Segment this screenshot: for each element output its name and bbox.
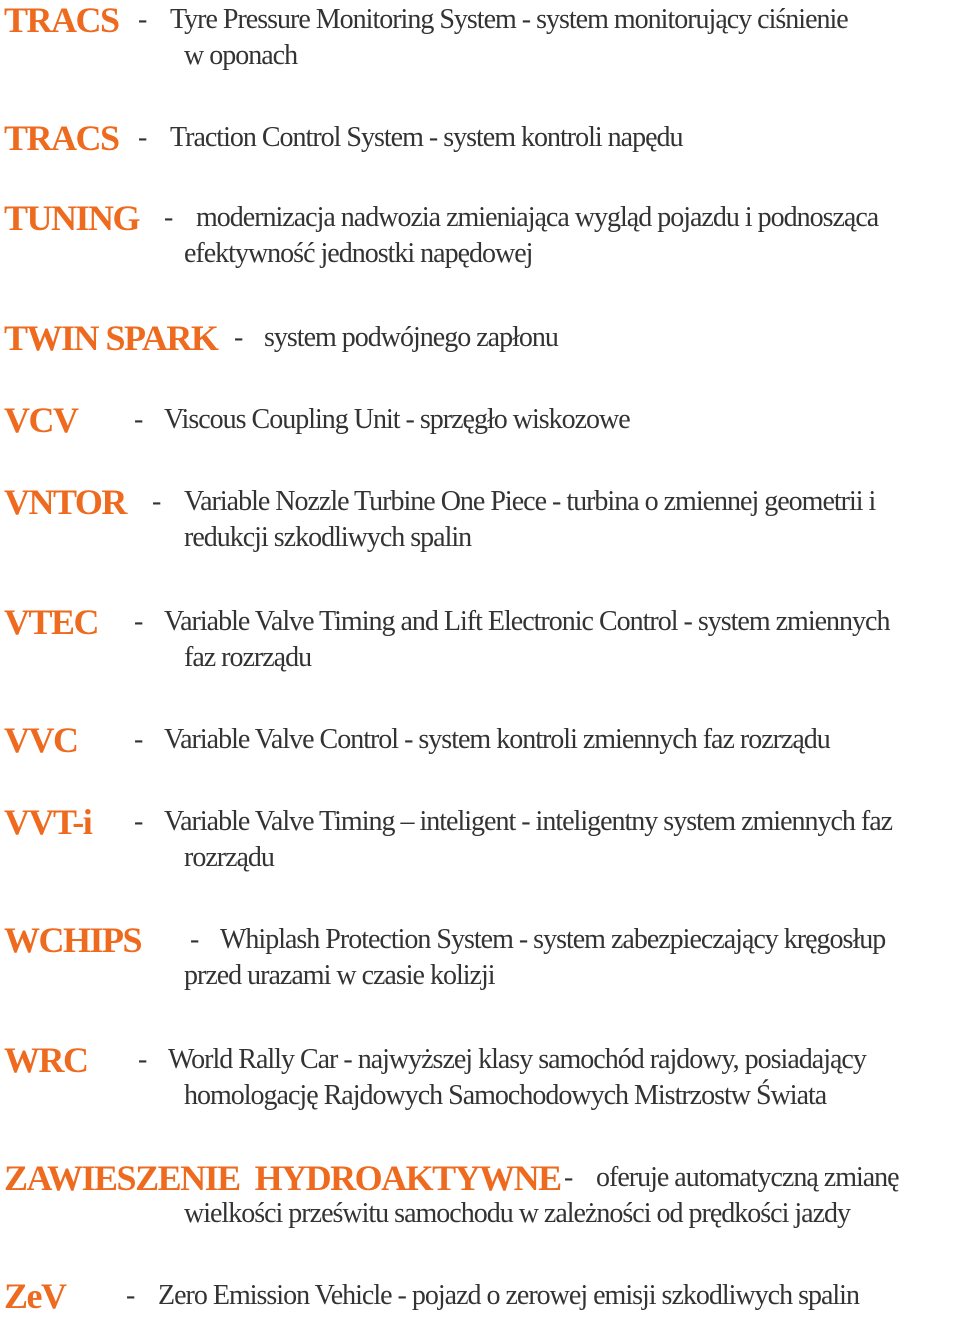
- glossary-separator: -: [134, 724, 143, 755]
- glossary-definition: system podwójnego zapłonu: [264, 322, 558, 353]
- glossary-entry-zawieszenie-hydroaktywne: [0, 1158, 960, 1238]
- glossary-definition: oferuje automatyczną zmianę: [596, 1162, 899, 1193]
- glossary-term: VCV: [4, 400, 78, 440]
- glossary-definition-continuation: przed urazami w czasie kolizji: [184, 960, 495, 991]
- glossary-separator: -: [138, 122, 147, 153]
- glossary-entry-wrc: [0, 1040, 960, 1120]
- glossary-definition-continuation: wielkości prześwitu samochodu w zależności od prędkości jazdy: [184, 1198, 851, 1229]
- glossary-entry-twin-spark: [0, 318, 960, 398]
- glossary-term: ZAWIESZENIE HYDROAKTYWNE: [4, 1158, 561, 1198]
- glossary-separator: -: [234, 322, 243, 353]
- glossary-definition: Variable Nozzle Turbine One Piece - turbina o zmiennej geometrii i: [184, 486, 876, 517]
- glossary-term: VNTOR: [4, 482, 126, 522]
- glossary-entry-vvt-i: [0, 802, 960, 882]
- glossary-separator: -: [134, 404, 143, 435]
- glossary-definition-continuation: efektywność jednostki napędowej: [184, 238, 533, 269]
- glossary-separator: -: [164, 202, 173, 233]
- glossary-separator: -: [134, 806, 143, 837]
- glossary-separator: -: [134, 606, 143, 637]
- glossary-entry-tracs-tpms: [0, 0, 960, 80]
- glossary-term: WRC: [4, 1040, 88, 1080]
- glossary-definition: Whiplash Protection System - system zabezpieczający kręgosłup: [220, 924, 886, 955]
- glossary-entry-vvc: [0, 720, 960, 800]
- glossary-separator: -: [152, 486, 161, 517]
- glossary-entry-tracs-traction: [0, 118, 960, 198]
- glossary-definition: Variable Valve Timing and Lift Electronic Control - system zmiennych: [164, 606, 890, 637]
- glossary-definition: Tyre Pressure Monitoring System - system monitorujący ciśnienie: [170, 4, 848, 35]
- glossary-entry-zev: [0, 1276, 960, 1316]
- glossary-entry-tuning: [0, 198, 960, 278]
- glossary-term: VVC: [4, 720, 78, 760]
- glossary-term: ZeV: [4, 1276, 66, 1316]
- glossary-term: TRACS: [4, 118, 119, 158]
- glossary-entry-vtec: [0, 602, 960, 682]
- glossary-definition: modernizacja nadwozia zmieniająca wygląd pojazdu i podnosząca: [196, 202, 879, 233]
- glossary-definition-continuation: redukcji szkodliwych spalin: [184, 522, 472, 553]
- glossary-definition-continuation: faz rozrządu: [184, 642, 312, 673]
- glossary-separator: -: [126, 1280, 135, 1311]
- glossary-definition: Viscous Coupling Unit - sprzęgło wiskozowe: [164, 404, 630, 435]
- glossary-definition: World Rally Car - najwyższej klasy samochód rajdowy, posiadający: [168, 1044, 866, 1075]
- glossary-entry-vcv: [0, 400, 960, 480]
- glossary-term: TUNING: [4, 198, 140, 238]
- glossary-entry-vntor: [0, 482, 960, 562]
- glossary-definition-continuation: homologację Rajdowych Samochodowych Mistrzostw Świata: [184, 1080, 827, 1111]
- glossary-definition-continuation: w oponach: [184, 40, 298, 71]
- glossary-definition: Variable Valve Control - system kontroli zmiennych faz rozrządu: [164, 724, 830, 755]
- glossary-term: VVT-i: [4, 802, 92, 842]
- glossary-term: WCHIPS: [4, 920, 142, 960]
- glossary-definition: Zero Emission Vehicle - pojazd o zerowej emisji szkodliwych spalin: [158, 1280, 859, 1311]
- glossary-separator: -: [564, 1162, 573, 1193]
- glossary-definition: Variable Valve Timing – inteligent - inteligentny system zmiennych faz: [164, 806, 893, 837]
- glossary-term: TRACS: [4, 0, 119, 40]
- glossary-term: VTEC: [4, 602, 99, 642]
- glossary-definition: Traction Control System - system kontroli napędu: [170, 122, 683, 153]
- glossary-separator: -: [138, 4, 147, 35]
- glossary-entry-wchips: [0, 920, 960, 1000]
- glossary-definition-continuation: rozrządu: [184, 842, 274, 873]
- glossary-term: TWIN SPARK: [4, 318, 218, 358]
- glossary-separator: -: [138, 1044, 147, 1075]
- glossary-separator: -: [190, 924, 199, 955]
